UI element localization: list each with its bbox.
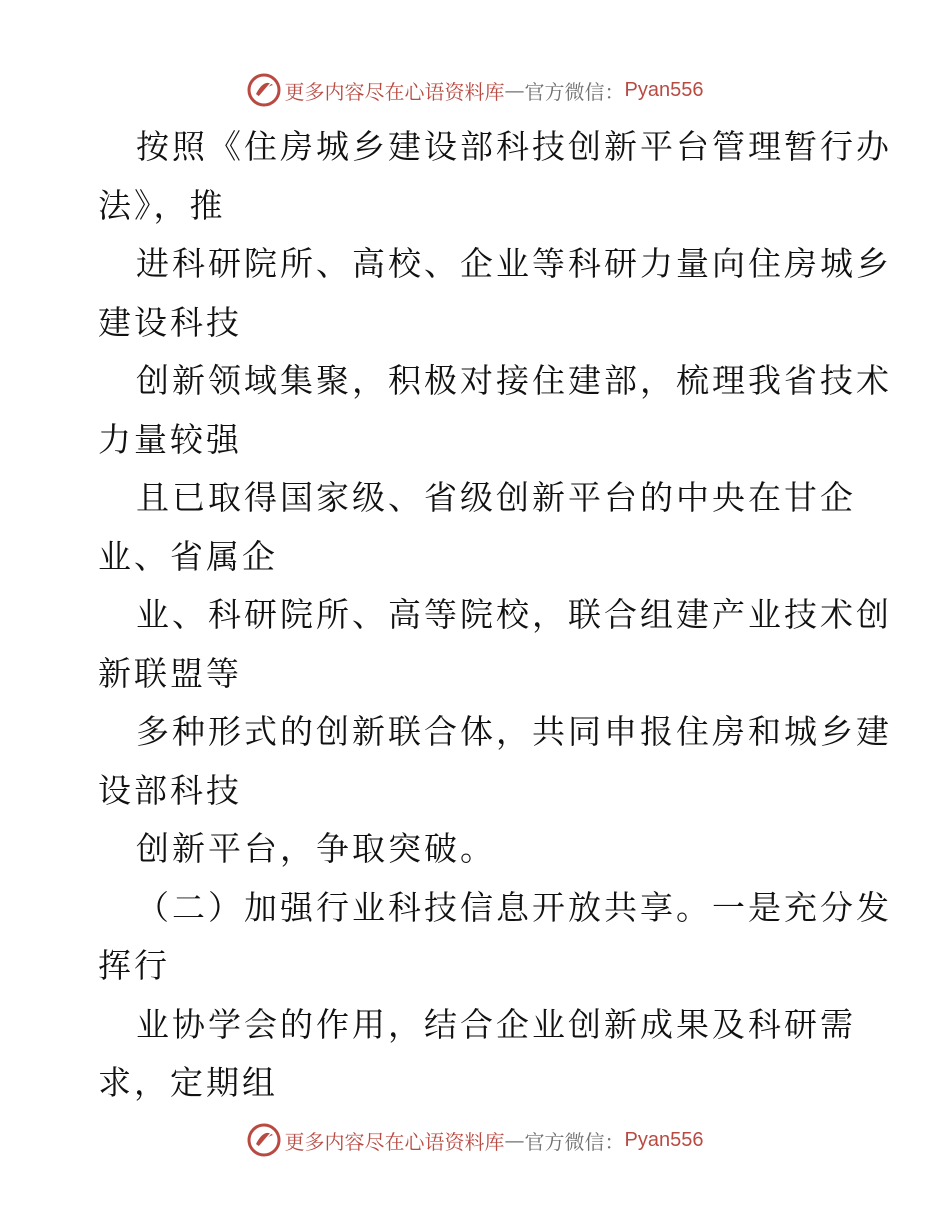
text-line: 且已取得国家级、省级创新平台的中央在甘企 — [136, 478, 856, 517]
text-line: 建设科技 — [98, 302, 242, 342]
banner-slogan: 更多内容尽在心语资料库 — [284, 79, 505, 104]
text-line: 多种形式的创新联合体，共同申报住房和城乡建 — [136, 712, 892, 751]
text-line: 新联盟等 — [98, 653, 242, 693]
text-line: 设部科技 — [98, 770, 242, 810]
document-body — [98, 118, 892, 1113]
footer-banner — [0, 1120, 950, 1160]
text-line: 按照《住房城乡建设部科技创新平台管理暂行办 — [136, 127, 892, 166]
banner-wechat-id: Pyan556 — [624, 1128, 704, 1151]
text-line: 业、省属企 — [98, 536, 278, 576]
banner-dash: — — [504, 78, 525, 102]
banner-wechat-id: Pyan556 — [624, 78, 704, 101]
text-line: 业协学会的作用，结合企业创新成果及科研需 — [136, 1004, 856, 1044]
text-line: 进科研院所、高校、企业等科研力量向住房城乡 — [136, 244, 892, 283]
banner-dash: — — [504, 1128, 525, 1152]
text-line: 业、科研院所、高等院校，联合组建产业技术创 — [136, 595, 892, 634]
text-line: 力量较强 — [98, 419, 242, 459]
banner-official-label: 官方微信： — [524, 1129, 625, 1154]
text-line: 求，定期组 — [98, 1063, 278, 1102]
brand-logo-icon — [247, 1123, 281, 1157]
banner-official-label: 官方微信： — [524, 79, 625, 104]
text-line: 创新平台，争取突破。 — [136, 829, 496, 868]
banner-slogan: 更多内容尽在心语资料库 — [284, 1129, 505, 1154]
text-line: 法》，推 — [98, 185, 226, 225]
text-line: （二）加强行业科技信息开放共享。一是充分发 — [136, 887, 892, 927]
text-line: 挥行 — [98, 946, 170, 985]
text-line: 创新领域集聚，积极对接住建部，梳理我省技术 — [136, 361, 892, 400]
brand-logo-icon — [247, 73, 281, 107]
header-banner — [0, 70, 950, 110]
